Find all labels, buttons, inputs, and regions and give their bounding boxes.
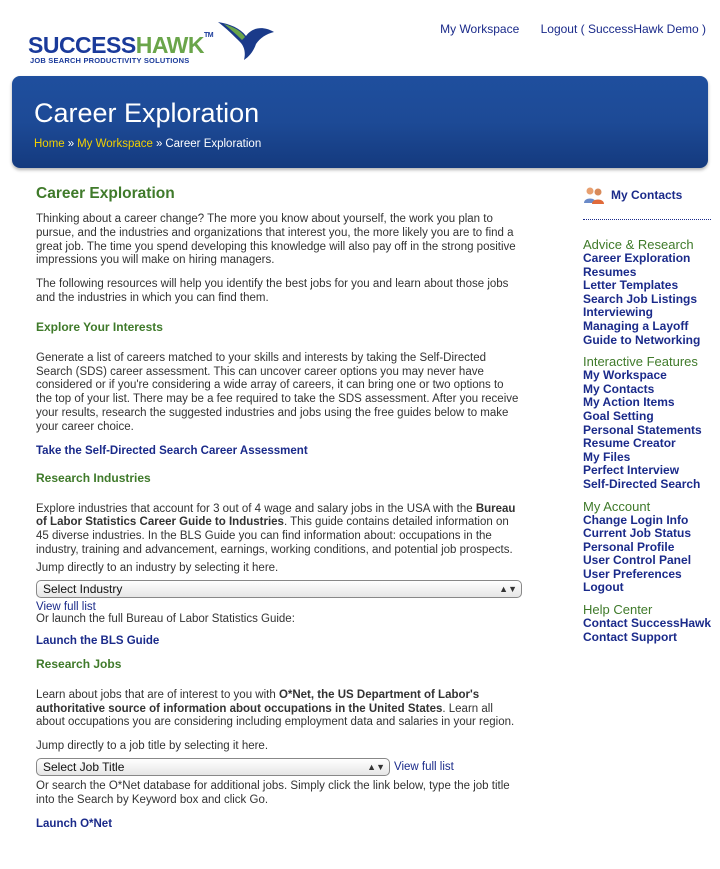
industry-select-value: Select Industry [43, 581, 123, 596]
sidebar-item-resume-creator[interactable]: Resume Creator [583, 436, 676, 451]
page-banner [12, 76, 708, 168]
logo-wordmark: SUCCESSHAWK™ [28, 32, 214, 58]
sds-assessment-link[interactable]: Take the Self-Directed Search Career Assessment [36, 444, 308, 457]
sidebar-group-title: Advice & Research [583, 237, 694, 252]
interests-paragraph: Generate a list of careers matched to your skills and interests by taking the Self-Directed Search (SDS) career assessment. This can uncover career options you may never have considered or if you're considering a wide array of careers, it can bring one or two options to the top of your list. There may be a fee required to take the SDS assessment. After you receive your results, research the suggested industries and jobs using the free guides below to make your career choice. [36, 351, 519, 433]
breadcrumb [34, 138, 261, 150]
intro-paragraph: Thinking about a career change? The more you know about yourself, the work you plan to pursue, and the industries and organizations that interest you, the more likely you are to find a great job. The time you spend developing this knowledge will also pay off in the strong positive impressions you will make on hiring managers. [36, 213, 516, 267]
launch-bls-link[interactable]: Launch the BLS Guide [36, 634, 160, 647]
people-icon [583, 185, 605, 205]
sidebar-item-interviewing[interactable]: Interviewing [583, 305, 654, 320]
industries-paragraph: Explore industries that account for 3 out of 4 wage and salary jobs in the USA with the Bureau of Labor Statistics Career Guide to Industries. This guide contains detailed information on 45 diverse industries. In the BLS Guide you can find information about: occupations in the industry, training and advancement, earnings, working conditions, and potential job prospects. [36, 502, 516, 556]
industry-select[interactable] [36, 580, 522, 598]
sidebar-item-my-workspace[interactable]: My Workspace [583, 368, 667, 383]
sidebar-item-action-items[interactable]: My Action Items [583, 395, 675, 410]
breadcrumb-current: Career Exploration [165, 138, 262, 150]
sidebar-item-letter-templates[interactable]: Letter Templates [583, 278, 679, 293]
launch-onet-link[interactable]: Launch O*Net [36, 817, 113, 830]
sidebar-group-title: My Account [583, 498, 651, 514]
site-header [0, 0, 720, 75]
breadcrumb-separator: » [67, 138, 75, 150]
sidebar-item-my-files[interactable]: My Files [583, 449, 631, 464]
breadcrumb-workspace-link[interactable]: My Workspace [77, 138, 153, 150]
successhawk-logo[interactable] [28, 14, 278, 70]
content-heading: Career Exploration [36, 185, 175, 202]
top-nav [422, 22, 706, 36]
logo-tagline: JOB SEARCH PRODUCTIVITY SOLUTIONS [30, 56, 190, 65]
top-nav-logout-link[interactable]: Logout ( SuccessHawk Demo ) [540, 22, 706, 36]
intro-paragraph: The following resources will help you identify the best jobs for you and learn about those jobs and the industries in which you can find them. [36, 278, 509, 304]
sidebar-item-networking[interactable]: Guide to Networking [583, 332, 701, 347]
sidebar-group-title: Interactive Features [583, 354, 698, 370]
sidebar-group-title: Help Center [583, 602, 653, 618]
sidebar-item-career-exploration[interactable]: Career Exploration [583, 251, 691, 265]
bls-launch-text: Or launch the full Bureau of Labor Statistics Guide: [36, 612, 295, 625]
sidebar-item-managing-layoff[interactable]: Managing a Layoff [583, 318, 689, 333]
onet-search-text: Or search the O*Net database for additional jobs. Simply click the link below, type the job title into the Search by Keyword box and click Go. [36, 780, 510, 806]
sidebar-divider [583, 219, 711, 220]
section-heading-industries: Research Industries [36, 470, 151, 485]
sidebar-item-resumes[interactable]: Resumes [583, 264, 637, 279]
jobs-paragraph: Learn about jobs that are of interest to you with O*Net, the US Department of Labor's authoritative source of information about occupations in the United States. Learn all about occupations you are considering including employment data and salaries in your region. [36, 688, 515, 729]
top-nav-workspace-link[interactable]: My Workspace [440, 22, 520, 36]
sidebar-item-job-status[interactable]: Current Job Status [583, 526, 692, 541]
job-select-row [36, 758, 522, 776]
sidebar-group-account [583, 500, 718, 596]
breadcrumb-home-link[interactable]: Home [34, 138, 65, 150]
sidebar-item-self-directed-search[interactable]: Self-Directed Search [583, 476, 701, 491]
select-arrows-icon: ▲▼ [499, 583, 517, 594]
hawk-icon [216, 14, 276, 62]
sidebar-item-my-contacts[interactable]: My Contacts [583, 381, 655, 396]
sidebar-group-advice [583, 238, 718, 347]
job-view-full-link[interactable]: View full list [394, 761, 454, 774]
select-arrows-icon: ▲▼ [367, 762, 385, 773]
sidebar-group-features [583, 355, 718, 491]
job-select-value: Select Job Title [43, 760, 125, 775]
sidebar-item-contact-support[interactable]: Contact Support [583, 629, 677, 644]
sidebar-item-contact-successhawk[interactable]: Contact SuccessHawk [583, 616, 712, 631]
sidebar-item-search-job-listings[interactable]: Search Job Listings [583, 291, 698, 306]
sidebar-item-goal-setting[interactable]: Goal Setting [583, 408, 654, 423]
section-heading-interests: Explore Your Interests [36, 319, 163, 334]
sidebar-group-help [583, 603, 718, 644]
sidebar-item-logout[interactable]: Logout [583, 580, 624, 595]
section-heading-jobs: Research Jobs [36, 656, 122, 671]
sidebar [583, 185, 718, 652]
industry-jump-text: Jump directly to an industry by selecting it here. [36, 561, 279, 574]
sidebar-item-personal-statements[interactable]: Personal Statements [583, 422, 702, 437]
sidebar-contacts-label: My Contacts [611, 188, 683, 202]
industry-view-full-link[interactable]: View full list [36, 600, 96, 613]
main-content [36, 185, 522, 840]
job-title-select[interactable] [36, 758, 390, 776]
sidebar-item-change-login[interactable]: Change Login Info [583, 512, 689, 527]
sidebar-item-personal-profile[interactable]: Personal Profile [583, 539, 675, 554]
breadcrumb-separator: » [155, 138, 163, 150]
sidebar-item-preferences[interactable]: User Preferences [583, 566, 682, 581]
page-title: Career Exploration [34, 98, 260, 128]
sidebar-my-contacts[interactable] [583, 185, 718, 205]
job-jump-text: Jump directly to a job title by selecting it here. [36, 740, 269, 753]
sidebar-item-perfect-interview[interactable]: Perfect Interview [583, 463, 680, 478]
sidebar-item-control-panel[interactable]: User Control Panel [583, 553, 692, 568]
